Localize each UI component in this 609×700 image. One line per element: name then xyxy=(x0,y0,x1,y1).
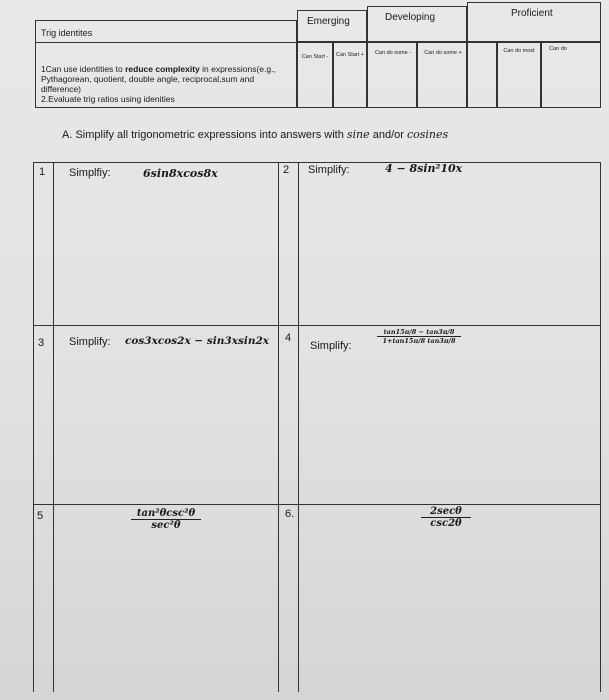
problem-4-label: Simplify: xyxy=(310,340,352,352)
sub-level-2: Can Start + xyxy=(336,52,364,58)
problem-1-expression: 6sin8xcos8x xyxy=(143,167,218,180)
problem-5-number: 5 xyxy=(37,510,44,522)
problem-6-number: 6. xyxy=(285,508,295,520)
problem-4-denominator: 1+tan15π/8 tan3π/8 xyxy=(382,337,456,345)
problem-2-expression: 4 − 8sin²10x xyxy=(385,162,463,175)
problem-grid xyxy=(33,162,601,692)
problem-3-number: 3 xyxy=(38,337,45,349)
problem-3-expression: cos3xcos2x − sin3xsin2x xyxy=(125,335,270,347)
sub-level-1: Can Start - xyxy=(301,54,329,60)
problem-5-fraction xyxy=(131,508,201,531)
problem-4-number: 4 xyxy=(285,332,292,344)
problem-4-fraction xyxy=(377,328,461,345)
problem-1-label: Simplfiy: xyxy=(69,167,111,179)
rubric-title: Trig identites xyxy=(41,28,93,38)
problem-5-denominator: sec²θ xyxy=(151,520,181,531)
sub-level-5: Can do most xyxy=(503,48,535,54)
sub-level-6: Can do xyxy=(549,46,567,52)
problem-6-denominator: csc2θ xyxy=(430,518,462,529)
level-emerging: Emerging xyxy=(307,16,350,27)
objective-2: 2.Evaluate trig ratios using idenities xyxy=(41,94,175,104)
problem-2-label: Simplify: xyxy=(308,164,350,176)
level-developing: Developing xyxy=(385,12,436,23)
problem-4-numerator: tan15π/8 − tan3π/8 xyxy=(383,328,455,336)
problem-2-number: 2 xyxy=(283,164,290,176)
level-proficient: Proficient xyxy=(511,8,553,19)
rubric-objectives: 1Can use identities to reduce complexity in expressions(e.g., Pythagorean, quotient, double angle, reciprocal,sum and difference) 2.Evaluate trig ratios using idenities xyxy=(41,64,276,104)
problem-5-numerator: tan²θcsc²θ xyxy=(136,508,196,519)
problem-3-label: Simplify: xyxy=(69,336,111,348)
sub-level-3: Can do some - xyxy=(374,50,412,56)
rubric-table xyxy=(35,6,601,108)
section-heading: A. Simplify all trigonometric expressions into answers with sine and/or cosines xyxy=(62,128,449,141)
problem-1-number: 1 xyxy=(39,166,46,178)
problem-6-fraction xyxy=(421,506,471,529)
sub-level-4: Can do some + xyxy=(424,50,462,56)
problem-6-numerator: 2secθ xyxy=(430,506,462,517)
